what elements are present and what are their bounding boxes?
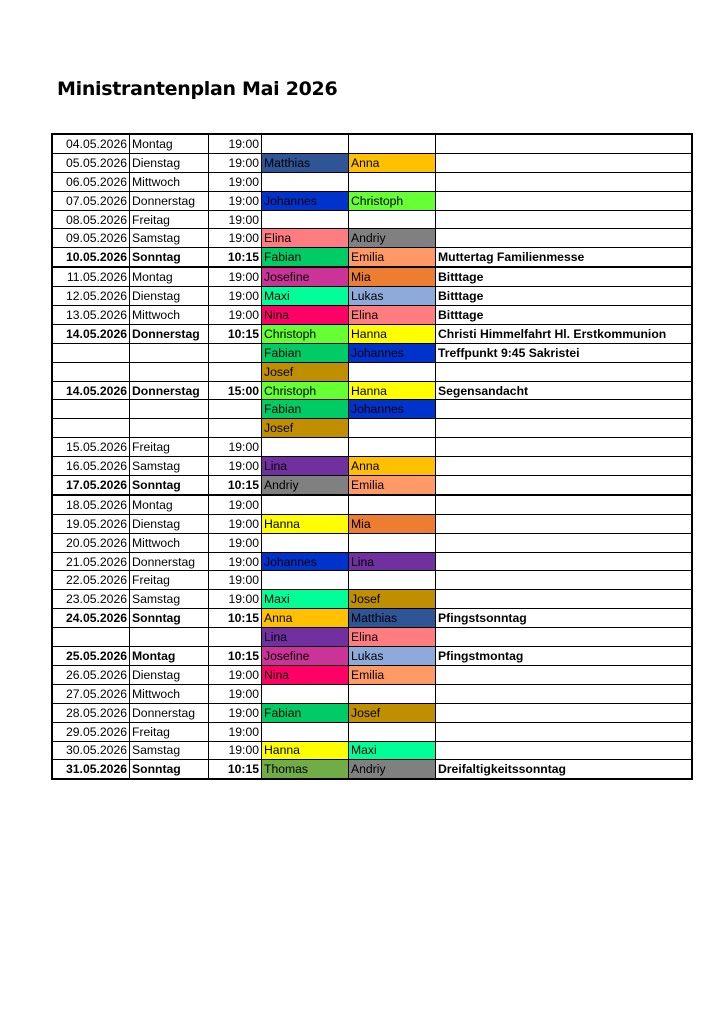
server-1-cell — [262, 210, 349, 229]
time-cell — [209, 400, 262, 419]
server-2-cell: Mia — [349, 514, 436, 533]
table-row — [52, 400, 692, 419]
schedule-body — [52, 134, 692, 779]
date-cell: 12.05.2026 — [52, 287, 130, 306]
note-cell — [436, 533, 693, 552]
weekday-cell — [130, 362, 209, 381]
time-cell — [209, 628, 262, 647]
time-cell — [209, 343, 262, 362]
note-cell — [436, 703, 693, 722]
time-cell — [209, 362, 262, 381]
weekday-cell — [130, 628, 209, 647]
server-2-cell: Lukas — [349, 647, 436, 666]
time-cell: 15:00 — [209, 381, 262, 400]
weekday-cell: Donnerstag — [130, 324, 209, 343]
note-cell — [436, 571, 693, 590]
weekday-cell: Sonntag — [130, 760, 209, 779]
server-1-cell: Nina — [262, 665, 349, 684]
date-cell: 25.05.2026 — [52, 647, 130, 666]
date-cell: 29.05.2026 — [52, 722, 130, 741]
server-1-cell: Elina — [262, 229, 349, 248]
weekday-cell: Samstag — [130, 229, 209, 248]
weekday-cell: Montag — [130, 495, 209, 514]
weekday-cell: Dienstag — [130, 153, 209, 172]
time-cell: 19:00 — [209, 533, 262, 552]
time-cell: 19:00 — [209, 703, 262, 722]
time-cell: 19:00 — [209, 438, 262, 457]
weekday-cell: Montag — [130, 647, 209, 666]
date-cell: 14.05.2026 — [52, 324, 130, 343]
table-row — [52, 191, 692, 210]
server-1-cell: Fabian — [262, 343, 349, 362]
date-cell: 27.05.2026 — [52, 684, 130, 703]
time-cell: 19:00 — [209, 229, 262, 248]
weekday-cell: Mittwoch — [130, 172, 209, 191]
date-cell: 23.05.2026 — [52, 590, 130, 609]
time-cell: 19:00 — [209, 684, 262, 703]
time-cell: 19:00 — [209, 665, 262, 684]
server-2-cell: Matthias — [349, 609, 436, 628]
table-row — [52, 495, 692, 514]
table-row — [52, 476, 692, 495]
server-2-cell: Josef — [349, 703, 436, 722]
note-cell: Bitttage — [436, 287, 693, 306]
server-1-cell — [262, 571, 349, 590]
table-row — [52, 134, 692, 153]
note-cell: Dreifaltigkeitssonntag — [436, 760, 693, 779]
server-1-cell — [262, 684, 349, 703]
note-cell — [436, 419, 693, 438]
weekday-cell: Montag — [130, 267, 209, 286]
date-cell: 09.05.2026 — [52, 229, 130, 248]
note-cell — [436, 400, 693, 419]
note-cell — [436, 153, 693, 172]
server-1-cell — [262, 722, 349, 741]
time-cell: 19:00 — [209, 722, 262, 741]
weekday-cell: Dienstag — [130, 514, 209, 533]
server-1-cell — [262, 172, 349, 191]
server-2-cell: Johannes — [349, 400, 436, 419]
server-2-cell: Lina — [349, 552, 436, 571]
date-cell: 30.05.2026 — [52, 741, 130, 760]
server-2-cell: Emilia — [349, 476, 436, 495]
weekday-cell: Mittwoch — [130, 684, 209, 703]
time-cell: 19:00 — [209, 172, 262, 191]
date-cell: 26.05.2026 — [52, 665, 130, 684]
server-2-cell: Hanna — [349, 381, 436, 400]
table-row — [52, 703, 692, 722]
date-cell: 15.05.2026 — [52, 438, 130, 457]
server-1-cell: Josef — [262, 419, 349, 438]
date-cell: 31.05.2026 — [52, 760, 130, 779]
date-cell: 06.05.2026 — [52, 172, 130, 191]
table-row — [52, 533, 692, 552]
weekday-cell — [130, 419, 209, 438]
server-2-cell: Emilia — [349, 248, 436, 267]
table-row — [52, 381, 692, 400]
note-cell — [436, 495, 693, 514]
server-2-cell: Hanna — [349, 324, 436, 343]
weekday-cell: Samstag — [130, 457, 209, 476]
table-row — [52, 722, 692, 741]
table-row — [52, 306, 692, 325]
table-row — [52, 419, 692, 438]
server-1-cell: Johannes — [262, 552, 349, 571]
server-1-cell — [262, 134, 349, 153]
date-cell: 16.05.2026 — [52, 457, 130, 476]
time-cell: 19:00 — [209, 552, 262, 571]
server-1-cell: Fabian — [262, 703, 349, 722]
table-row — [52, 229, 692, 248]
table-row — [52, 324, 692, 343]
date-cell: 17.05.2026 — [52, 476, 130, 495]
note-cell: Pfingstmontag — [436, 647, 693, 666]
note-cell — [436, 590, 693, 609]
server-1-cell: Josef — [262, 362, 349, 381]
server-2-cell: Anna — [349, 153, 436, 172]
table-row — [52, 210, 692, 229]
server-2-cell: Lukas — [349, 287, 436, 306]
weekday-cell: Sonntag — [130, 476, 209, 495]
note-cell — [436, 134, 693, 153]
note-cell: Segensandacht — [436, 381, 693, 400]
server-1-cell: Maxi — [262, 590, 349, 609]
server-1-cell: Fabian — [262, 248, 349, 267]
note-cell: Christi Himmelfahrt Hl. Erstkommunion — [436, 324, 693, 343]
server-2-cell — [349, 684, 436, 703]
weekday-cell: Donnerstag — [130, 552, 209, 571]
table-row — [52, 647, 692, 666]
weekday-cell: Freitag — [130, 210, 209, 229]
server-1-cell: Josefine — [262, 267, 349, 286]
server-2-cell — [349, 134, 436, 153]
table-row — [52, 609, 692, 628]
server-2-cell: Maxi — [349, 741, 436, 760]
time-cell: 10:15 — [209, 760, 262, 779]
date-cell — [52, 628, 130, 647]
time-cell: 10:15 — [209, 476, 262, 495]
table-row — [52, 172, 692, 191]
note-cell — [436, 210, 693, 229]
server-1-cell — [262, 438, 349, 457]
weekday-cell — [130, 343, 209, 362]
note-cell: Bitttage — [436, 267, 693, 286]
date-cell: 07.05.2026 — [52, 191, 130, 210]
table-row — [52, 362, 692, 381]
date-cell — [52, 362, 130, 381]
server-2-cell — [349, 495, 436, 514]
weekday-cell: Freitag — [130, 571, 209, 590]
server-2-cell: Christoph — [349, 191, 436, 210]
date-cell — [52, 343, 130, 362]
server-2-cell — [349, 533, 436, 552]
date-cell: 22.05.2026 — [52, 571, 130, 590]
page-title: Ministrantenplan Mai 2026 — [57, 78, 338, 100]
server-1-cell: Hanna — [262, 741, 349, 760]
server-1-cell: Andriy — [262, 476, 349, 495]
server-2-cell — [349, 362, 436, 381]
server-2-cell: Johannes — [349, 343, 436, 362]
weekday-cell: Freitag — [130, 438, 209, 457]
note-cell — [436, 476, 693, 495]
server-2-cell — [349, 210, 436, 229]
server-2-cell — [349, 172, 436, 191]
weekday-cell: Freitag — [130, 722, 209, 741]
table-row — [52, 684, 692, 703]
note-cell — [436, 457, 693, 476]
table-row — [52, 248, 692, 267]
server-2-cell — [349, 438, 436, 457]
weekday-cell: Mittwoch — [130, 306, 209, 325]
time-cell: 10:15 — [209, 248, 262, 267]
date-cell: 08.05.2026 — [52, 210, 130, 229]
server-1-cell: Josefine — [262, 647, 349, 666]
server-1-cell: Hanna — [262, 514, 349, 533]
note-cell — [436, 191, 693, 210]
note-cell: Bitttage — [436, 306, 693, 325]
note-cell: Muttertag Familienmesse — [436, 248, 693, 267]
time-cell: 19:00 — [209, 287, 262, 306]
time-cell: 19:00 — [209, 741, 262, 760]
server-1-cell: Fabian — [262, 400, 349, 419]
server-2-cell: Anna — [349, 457, 436, 476]
time-cell: 19:00 — [209, 495, 262, 514]
table-row — [52, 760, 692, 779]
weekday-cell: Mittwoch — [130, 533, 209, 552]
table-row — [52, 287, 692, 306]
ministrant-schedule-table — [51, 133, 693, 780]
date-cell: 10.05.2026 — [52, 248, 130, 267]
date-cell: 19.05.2026 — [52, 514, 130, 533]
table-row — [52, 741, 692, 760]
table-row — [52, 552, 692, 571]
server-1-cell: Lina — [262, 628, 349, 647]
server-1-cell: Nina — [262, 306, 349, 325]
table-row — [52, 571, 692, 590]
date-cell: 18.05.2026 — [52, 495, 130, 514]
note-cell — [436, 362, 693, 381]
note-cell — [436, 665, 693, 684]
server-1-cell: Anna — [262, 609, 349, 628]
server-1-cell: Matthias — [262, 153, 349, 172]
date-cell: 20.05.2026 — [52, 533, 130, 552]
table-row — [52, 343, 692, 362]
weekday-cell: Samstag — [130, 590, 209, 609]
date-cell: 05.05.2026 — [52, 153, 130, 172]
time-cell: 19:00 — [209, 306, 262, 325]
note-cell — [436, 741, 693, 760]
server-2-cell: Elina — [349, 628, 436, 647]
note-cell — [436, 229, 693, 248]
server-1-cell — [262, 495, 349, 514]
time-cell: 19:00 — [209, 590, 262, 609]
weekday-cell: Donnerstag — [130, 191, 209, 210]
table-row — [52, 153, 692, 172]
server-2-cell: Andriy — [349, 760, 436, 779]
time-cell: 19:00 — [209, 191, 262, 210]
time-cell: 10:15 — [209, 324, 262, 343]
table-row — [52, 267, 692, 286]
time-cell: 10:15 — [209, 647, 262, 666]
date-cell — [52, 419, 130, 438]
weekday-cell: Dienstag — [130, 665, 209, 684]
server-1-cell: Lina — [262, 457, 349, 476]
date-cell: 24.05.2026 — [52, 609, 130, 628]
time-cell: 19:00 — [209, 210, 262, 229]
table-row — [52, 514, 692, 533]
date-cell: 04.05.2026 — [52, 134, 130, 153]
server-2-cell — [349, 419, 436, 438]
server-2-cell: Mia — [349, 267, 436, 286]
note-cell — [436, 684, 693, 703]
weekday-cell — [130, 400, 209, 419]
note-cell: Treffpunkt 9:45 Sakristei — [436, 343, 693, 362]
date-cell: 21.05.2026 — [52, 552, 130, 571]
time-cell: 19:00 — [209, 457, 262, 476]
time-cell: 19:00 — [209, 134, 262, 153]
weekday-cell: Donnerstag — [130, 381, 209, 400]
time-cell: 19:00 — [209, 571, 262, 590]
table-row — [52, 438, 692, 457]
server-1-cell: Johannes — [262, 191, 349, 210]
server-2-cell — [349, 571, 436, 590]
note-cell — [436, 514, 693, 533]
server-2-cell — [349, 722, 436, 741]
date-cell: 13.05.2026 — [52, 306, 130, 325]
server-2-cell: Elina — [349, 306, 436, 325]
weekday-cell: Donnerstag — [130, 703, 209, 722]
server-1-cell: Christoph — [262, 324, 349, 343]
note-cell — [436, 172, 693, 191]
date-cell: 28.05.2026 — [52, 703, 130, 722]
time-cell: 10:15 — [209, 609, 262, 628]
note-cell — [436, 438, 693, 457]
date-cell: 14.05.2026 — [52, 381, 130, 400]
table-row — [52, 665, 692, 684]
table-row — [52, 628, 692, 647]
weekday-cell: Sonntag — [130, 609, 209, 628]
note-cell — [436, 722, 693, 741]
weekday-cell: Sonntag — [130, 248, 209, 267]
server-1-cell: Thomas — [262, 760, 349, 779]
time-cell — [209, 419, 262, 438]
date-cell: 11.05.2026 — [52, 267, 130, 286]
note-cell — [436, 552, 693, 571]
server-1-cell: Christoph — [262, 381, 349, 400]
server-1-cell — [262, 533, 349, 552]
server-2-cell: Andriy — [349, 229, 436, 248]
note-cell: Pfingstsonntag — [436, 609, 693, 628]
time-cell: 19:00 — [209, 514, 262, 533]
weekday-cell: Montag — [130, 134, 209, 153]
note-cell — [436, 628, 693, 647]
table-row — [52, 590, 692, 609]
time-cell: 19:00 — [209, 267, 262, 286]
server-2-cell: Emilia — [349, 665, 436, 684]
weekday-cell: Samstag — [130, 741, 209, 760]
date-cell — [52, 400, 130, 419]
server-1-cell: Maxi — [262, 287, 349, 306]
time-cell: 19:00 — [209, 153, 262, 172]
weekday-cell: Dienstag — [130, 287, 209, 306]
table-row — [52, 457, 692, 476]
server-2-cell: Josef — [349, 590, 436, 609]
